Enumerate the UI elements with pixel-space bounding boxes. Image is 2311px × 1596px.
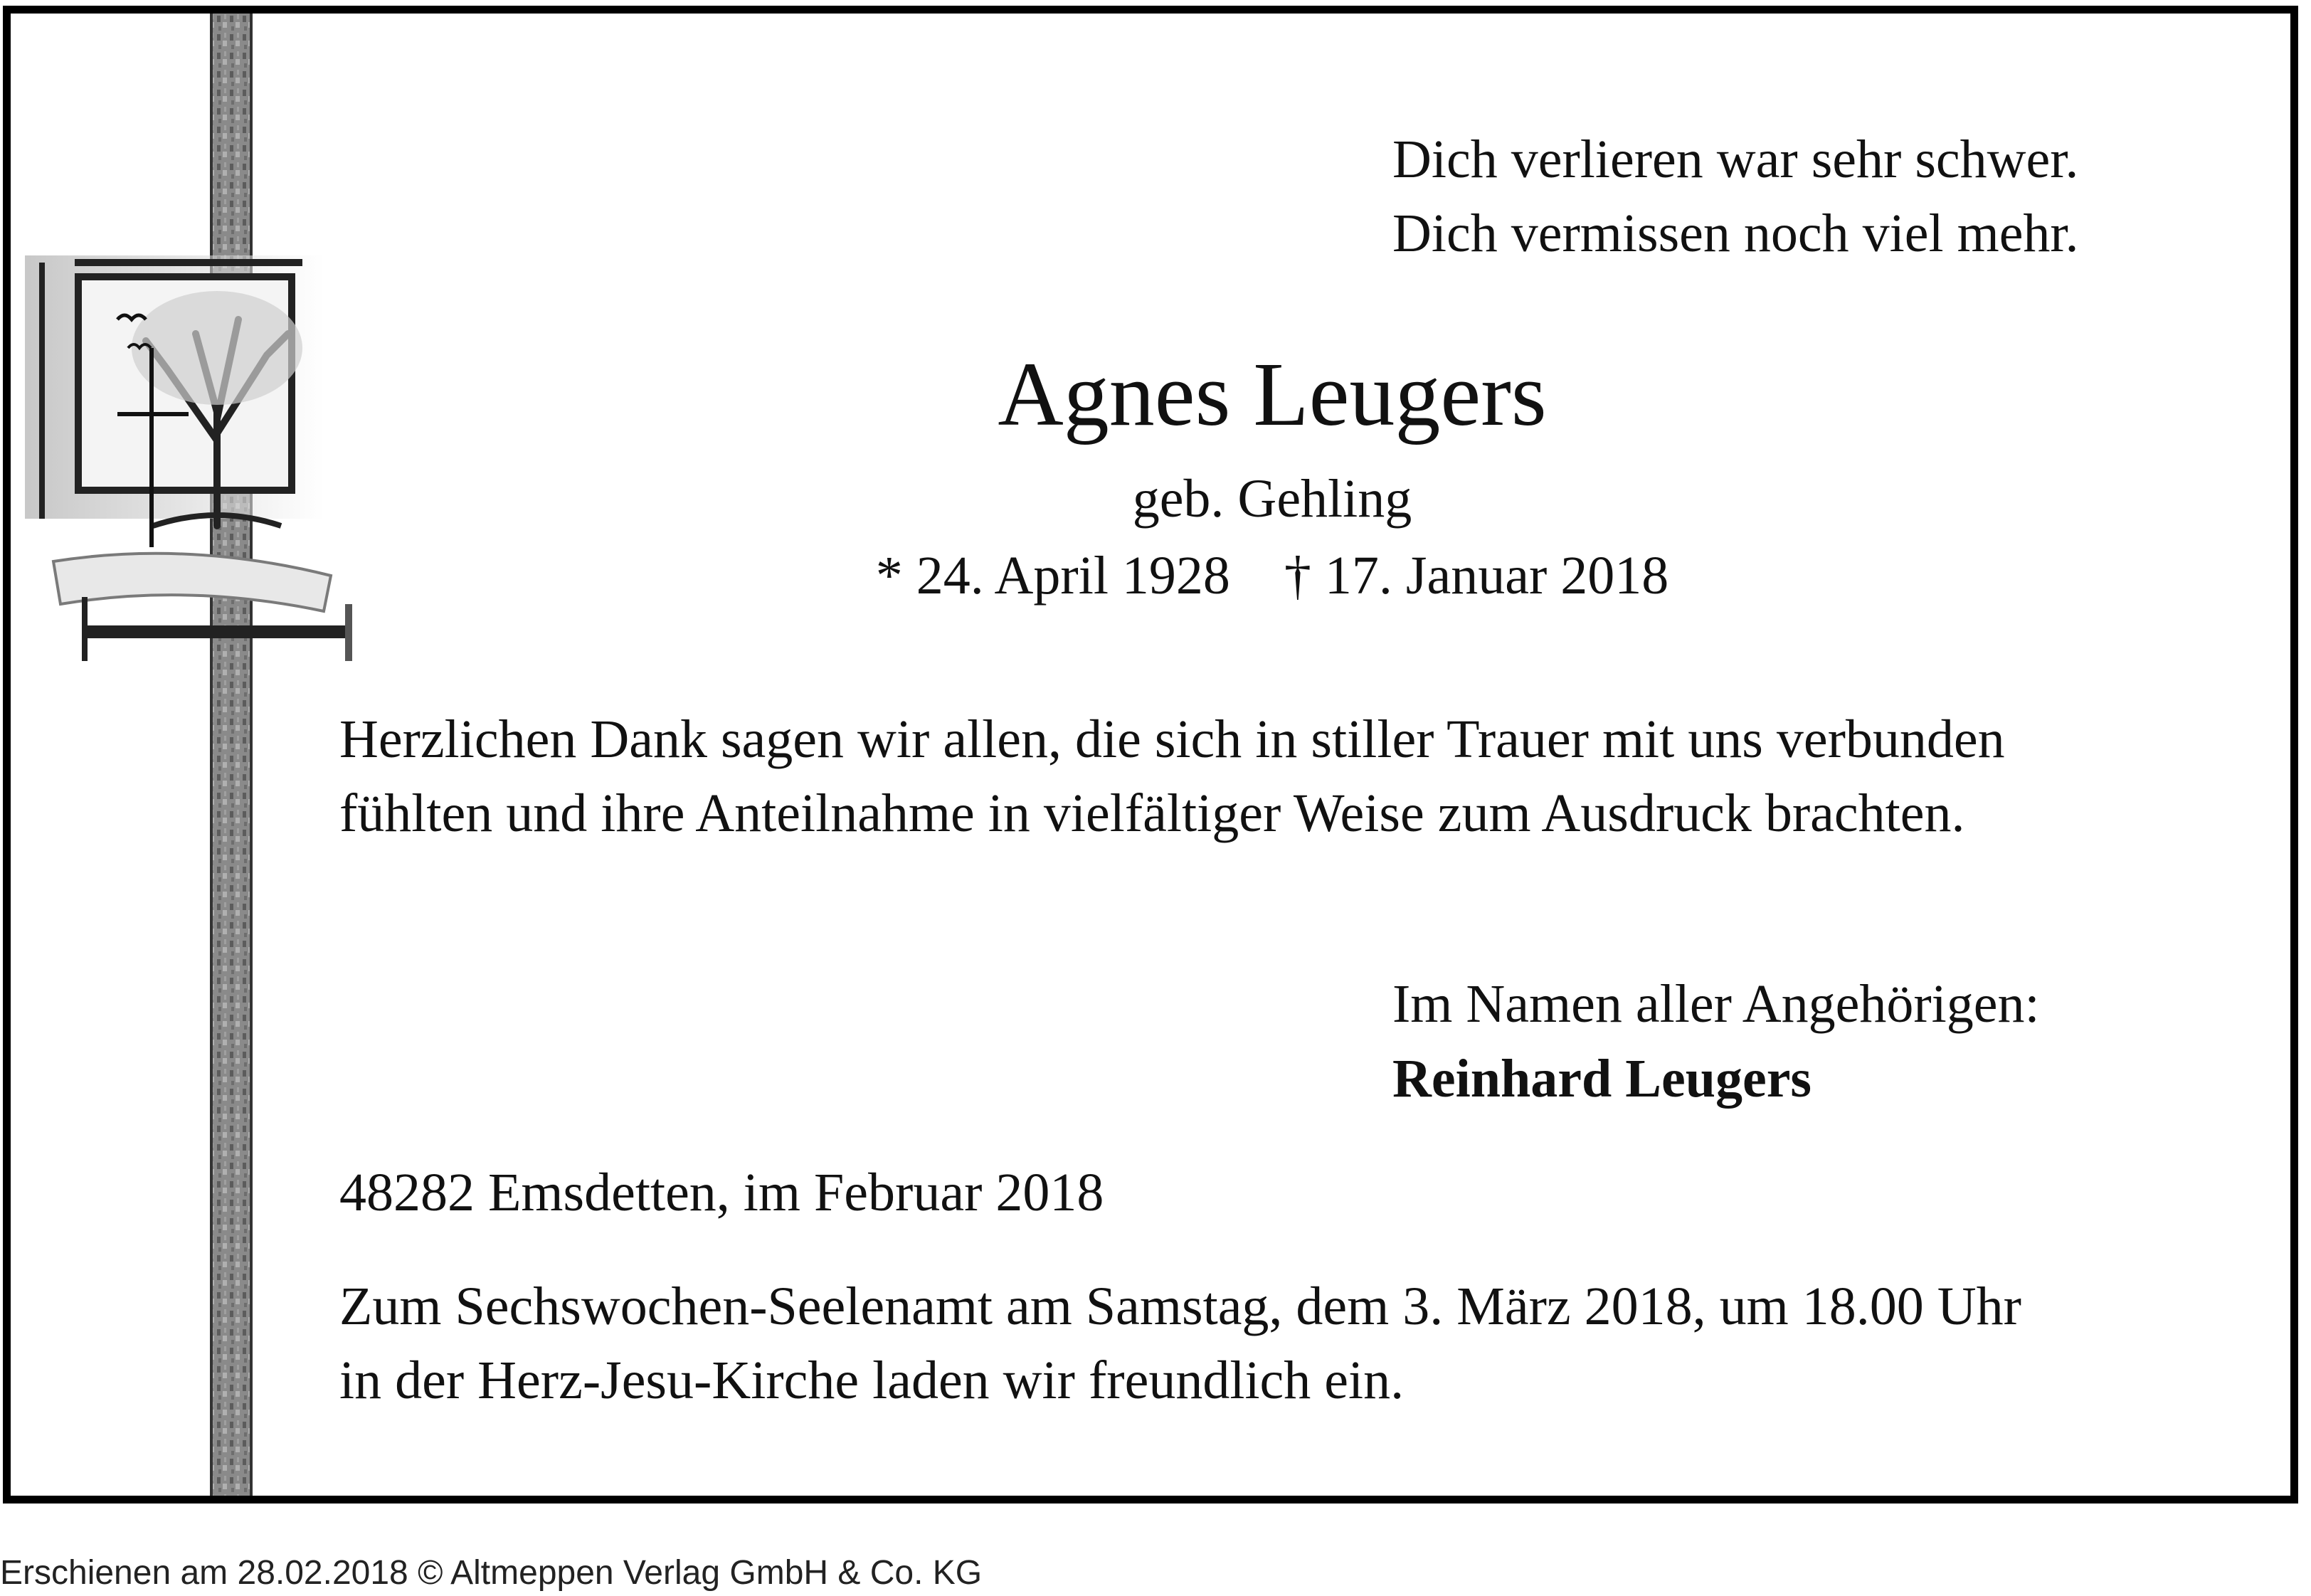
obituary-notice [3,6,2298,1503]
quote [1392,122,2079,270]
signature-intro: Im Namen aller Angehörigen: [1392,974,2040,1034]
life-dates [774,539,1770,613]
thanks-text [339,702,2005,850]
quote-line: Dich verlieren war sehr schwer. [1392,130,2079,189]
cross-with-tree-icon [11,14,366,1501]
life-dates-text: * 24. April 1928 † 17. Januar 2018 [875,546,1669,606]
invitation-line: Zum Sechswochen-Seelenamt am Samstag, dem 3. März 2018, um 18.00 Uhr [339,1277,2021,1336]
thanks-line: fühlten und ihre Anteilnahme in vielfältiger Weise zum Ausdruck brachten. [339,783,1965,843]
invitation-text [339,1269,2021,1417]
publication-credit: Erschienen am 28.02.2018 © Altmeppen Verlag GmbH & Co. KG [0,1554,983,1592]
thanks-line: Herzlichen Dank sagen wir allen, die sich in stiller Trauer mit uns verbunden [339,709,2005,769]
deceased-name: Agnes Leugers [998,344,1547,445]
quote-line: Dich vermissen noch viel mehr. [1392,204,2079,263]
maiden-name: geb. Gehling [1132,469,1412,529]
invitation-line: in der Herz-Jesu-Kirche laden wir freundlich ein. [339,1351,1405,1410]
signature-name: Reinhard Leugers [1392,1049,1812,1109]
place-date: 48282 Emsdetten, im Februar 2018 [339,1163,1104,1222]
